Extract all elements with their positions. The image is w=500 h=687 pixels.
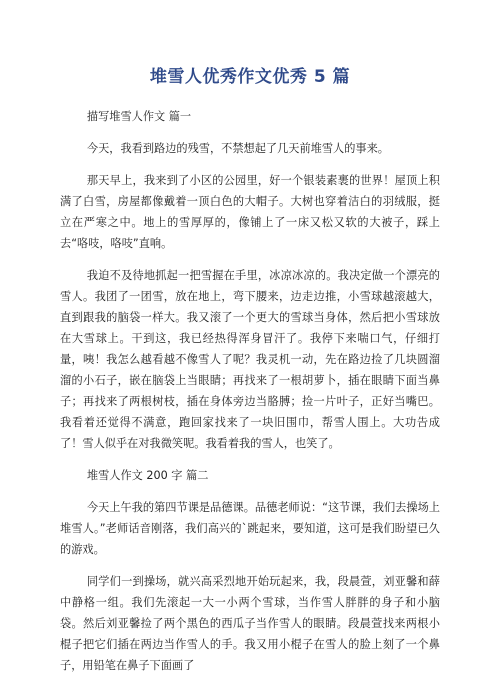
paragraph-5: 同学们一到操场，就兴高采烈地开始玩起来，我，段晨萱，刘亚馨和薛中静格一组。我们先滚起一大一小两个雪球，当作雪人胖胖的身子和小脑袋。然后刘亚馨捡了两个黑色的西瓜子当作雪人的眼睛。段晨萱找来两根小棍子把它们插在两边当作雪人的手。我又用小棍子在雪人的脸上刻了一个鼻子，用铅笔在鼻子下面画了 — [60, 575, 440, 672]
paragraph-1: 今天，我看到路边的残雪，不禁想起了几天前堆雪人的事来。 — [86, 142, 389, 155]
paragraph-2: 那天早上，我来到了小区的公园里，好一个银装素裹的世界！屋顶上积满了白雪，房屋都像戴着一顶白色的大帽子。大树也穿着洁白的羽绒服，挺立在严寒之中。地上的雪厚厚的，像铺上了一床又松又软的大被子，踩上去“咯吱，咯吱”直响。 — [60, 174, 440, 250]
document-body — [60, 106, 440, 687]
paragraph-4: 今天上午我的第四节课是品德课。品德老师说：“这节课，我们去操场上堆雪人。”老师话音刚落，我们高兴的`跳起来，要知道，这可是我们盼望已久的游戏。 — [60, 501, 440, 556]
document-title: 堆雪人优秀作文优秀 5 篇 — [149, 67, 351, 87]
paragraph-3: 我迫不及待地抓起一把雪握在手里，冰凉冰凉的。我决定做一个漂亮的雪人。我团了一团雪，放在地上，弯下腰来，边走边推，小雪球越滚越大，直到跟我的脑袋一样大。我又滚了一个更大的雪球当身体，然后把小雪球放在大雪球上。干到这，我已经热得浑身冒汗了。我停下来喘口气，仔细打量，咦！我怎么越看越不像雪人了呢？我灵机一动，先在路边捡了几块圆溜溜的小石子，嵌在脑袋上当眼睛；再找来了一根胡萝卜，插在眼睛下面当鼻子；再找来了两根树枝，插在身体旁边当胳膊；捡一片叶子，正好当嘴巴。我看着还觉得不满意，跑回家找来了一块旧围巾，帮雪人围上。大功告成了！雪人似乎在对我微笑呢。我看着我的雪人，也笑了。 — [60, 269, 440, 450]
section-heading-1: 描写堆雪人作文 篇一 — [86, 110, 192, 123]
section-heading-2: 堆雪人作文 200 字 篇二 — [86, 469, 209, 482]
